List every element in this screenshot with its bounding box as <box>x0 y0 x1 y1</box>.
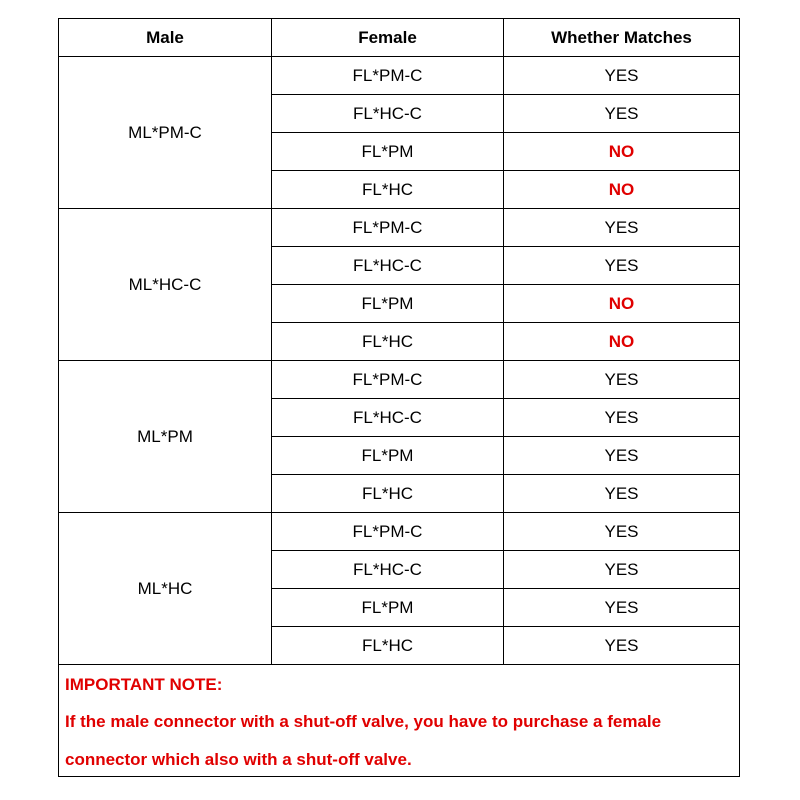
female-cell: FL*HC-C <box>272 399 504 437</box>
male-cell: ML*PM <box>59 361 272 513</box>
match-cell: YES <box>504 95 740 133</box>
match-cell: YES <box>504 475 740 513</box>
table-row <box>59 57 740 95</box>
note-title: IMPORTANT NOTE: <box>65 675 223 694</box>
match-cell: NO <box>504 285 740 323</box>
match-cell: YES <box>504 513 740 551</box>
match-cell: YES <box>504 209 740 247</box>
female-cell: FL*HC-C <box>272 247 504 285</box>
table-row <box>59 361 740 399</box>
female-cell: FL*HC <box>272 323 504 361</box>
match-cell: YES <box>504 589 740 627</box>
female-cell: FL*PM <box>272 589 504 627</box>
female-cell: FL*PM <box>272 437 504 475</box>
table-row <box>59 209 740 247</box>
match-cell: YES <box>504 437 740 475</box>
compatibility-table-container <box>58 18 739 777</box>
female-cell: FL*PM <box>272 133 504 171</box>
match-cell: YES <box>504 627 740 665</box>
match-cell: YES <box>504 57 740 95</box>
female-cell: FL*HC-C <box>272 95 504 133</box>
match-cell: YES <box>504 247 740 285</box>
match-cell: NO <box>504 171 740 209</box>
note-row <box>59 665 740 777</box>
note-line-2: connector which also with a shut-off valve. <box>65 750 412 769</box>
important-note <box>59 665 740 777</box>
female-cell: FL*PM-C <box>272 209 504 247</box>
female-cell: FL*HC <box>272 475 504 513</box>
match-cell: YES <box>504 361 740 399</box>
match-cell: NO <box>504 323 740 361</box>
header-female: Female <box>272 19 504 57</box>
male-cell: ML*HC <box>59 513 272 665</box>
note-line-1: If the male connector with a shut-off valve, you have to purchase a female <box>65 712 662 731</box>
header-row <box>59 19 740 57</box>
female-cell: FL*HC-C <box>272 551 504 589</box>
match-cell: NO <box>504 133 740 171</box>
female-cell: FL*PM-C <box>272 57 504 95</box>
compatibility-table <box>58 18 740 777</box>
table-row <box>59 513 740 551</box>
female-cell: FL*PM <box>272 285 504 323</box>
male-cell: ML*PM-C <box>59 57 272 209</box>
female-cell: FL*PM-C <box>272 513 504 551</box>
header-whether-matches: Whether Matches <box>504 19 740 57</box>
header-male: Male <box>59 19 272 57</box>
female-cell: FL*HC <box>272 627 504 665</box>
table-body <box>59 57 740 665</box>
female-cell: FL*PM-C <box>272 361 504 399</box>
match-cell: YES <box>504 399 740 437</box>
female-cell: FL*HC <box>272 171 504 209</box>
match-cell: YES <box>504 551 740 589</box>
male-cell: ML*HC-C <box>59 209 272 361</box>
